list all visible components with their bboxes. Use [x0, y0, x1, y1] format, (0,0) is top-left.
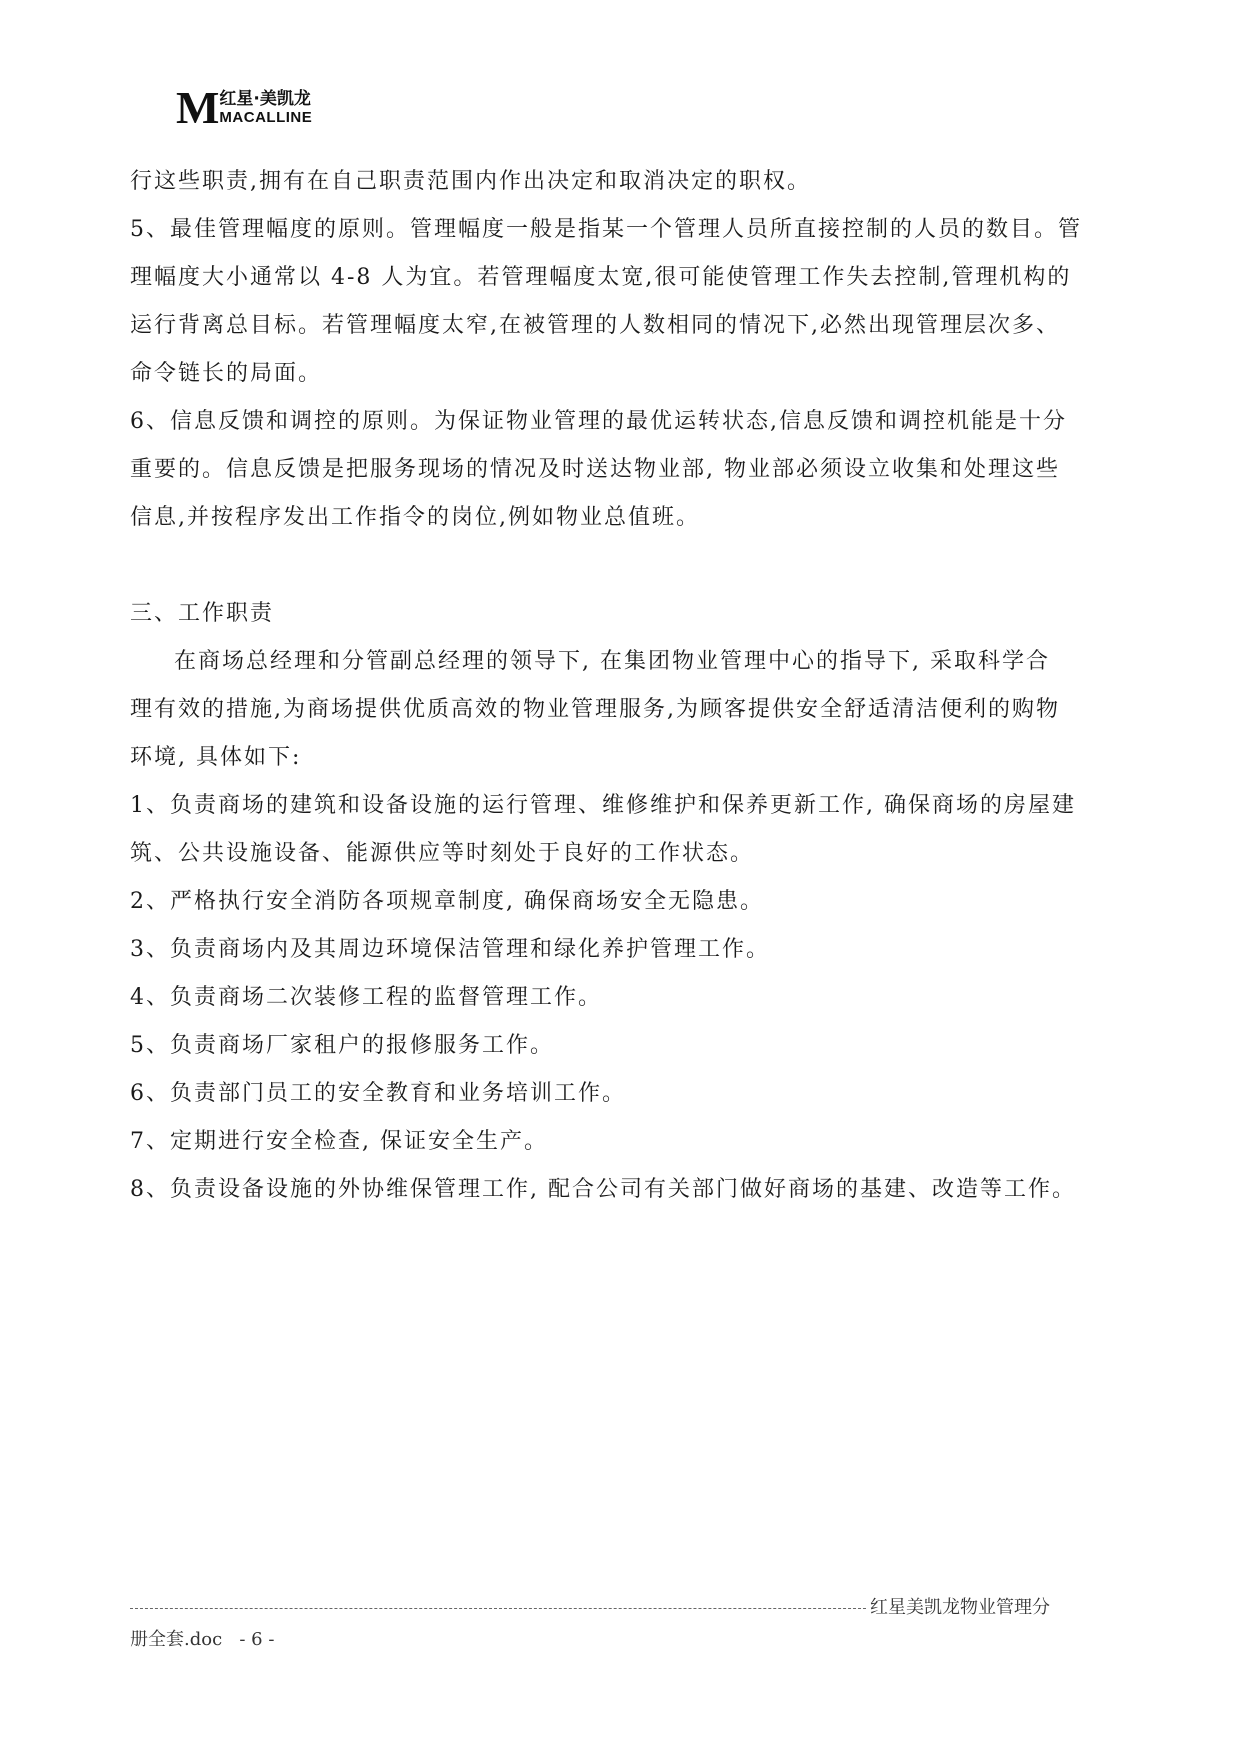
duty-item: 1、负责商场的建筑和设备设施的运行管理、维修维护和保养更新工作, 确保商场的房屋建	[130, 793, 1076, 818]
footer-rule	[130, 1596, 1050, 1620]
paragraph-line: 6、信息反馈和调控的原则。为保证物业管理的最优运转状态,信息反馈和调控机能是十分	[130, 409, 1067, 434]
section-title: 三、工作职责	[130, 601, 275, 626]
paragraph-line: 信息,并按程序发出工作指令的岗位,例如物业总值班。	[130, 505, 700, 530]
logo-chinese-name: 红星·美凯龙	[219, 89, 311, 109]
footer-doc-title-continued: 册全套.doc	[130, 1629, 223, 1650]
section-intro-line: 环境, 具体如下:	[130, 745, 302, 770]
footer-doc-title: 红星美凯龙物业管理分	[870, 1597, 1050, 1618]
document-body	[130, 158, 1120, 1214]
footer-dashed-line	[130, 1608, 866, 1609]
logo-text	[219, 91, 312, 125]
duty-item: 4、负责商场二次装修工程的监督管理工作。	[130, 985, 602, 1010]
paragraph-line: 重要的。信息反馈是把服务现场的情况及时送达物业部, 物业部必须设立收集和处理这些	[130, 457, 1060, 482]
paragraph-line: 理幅度大小通常以 4-8 人为宜。若管理幅度太宽,很可能使管理工作失去控制,管理机构的	[130, 265, 1072, 290]
duty-item: 3、负责商场内及其周边环境保洁管理和绿化养护管理工作。	[130, 937, 770, 962]
paragraph-gap	[130, 542, 1120, 590]
page-number: - 6 -	[239, 1629, 275, 1650]
logo-mark: M	[176, 82, 218, 133]
company-logo	[176, 82, 313, 133]
duty-item: 8、负责设备设施的外协维保管理工作, 配合公司有关部门做好商场的基建、改造等工作。	[130, 1177, 1076, 1202]
section-intro-line: 在商场总经理和分管副总经理的领导下, 在集团物业管理中心的指导下, 采取科学合	[174, 649, 1050, 674]
logo-english-name: MACALLINE	[219, 109, 313, 126]
duty-item: 5、负责商场厂家租户的报修服务工作。	[130, 1033, 554, 1058]
paragraph-line: 5、最佳管理幅度的原则。管理幅度一般是指某一个管理人员所直接控制的人员的数目。管	[130, 217, 1083, 242]
footer-second-line	[130, 1628, 274, 1652]
duty-item: 6、负责部门员工的安全教育和业务培训工作。	[130, 1081, 626, 1106]
section-intro-line: 理有效的措施,为商场提供优质高效的物业管理服务,为顾客提供安全舒适清洁便利的购物	[130, 697, 1060, 722]
duty-item: 2、严格执行安全消防各项规章制度, 确保商场安全无隐患。	[130, 889, 764, 914]
paragraph-line: 运行背离总目标。若管理幅度太窄,在被管理的人数相同的情况下,必然出现管理层次多、	[130, 313, 1060, 338]
paragraph-line: 命令链长的局面。	[130, 361, 323, 386]
duty-item: 7、定期进行安全检查, 保证安全生产。	[130, 1129, 548, 1154]
duty-item: 筑、公共设施设备、能源供应等时刻处于良好的工作状态。	[130, 841, 755, 866]
paragraph-line: 行这些职责,拥有在自己职责范围内作出决定和取消决定的职权。	[130, 169, 811, 194]
